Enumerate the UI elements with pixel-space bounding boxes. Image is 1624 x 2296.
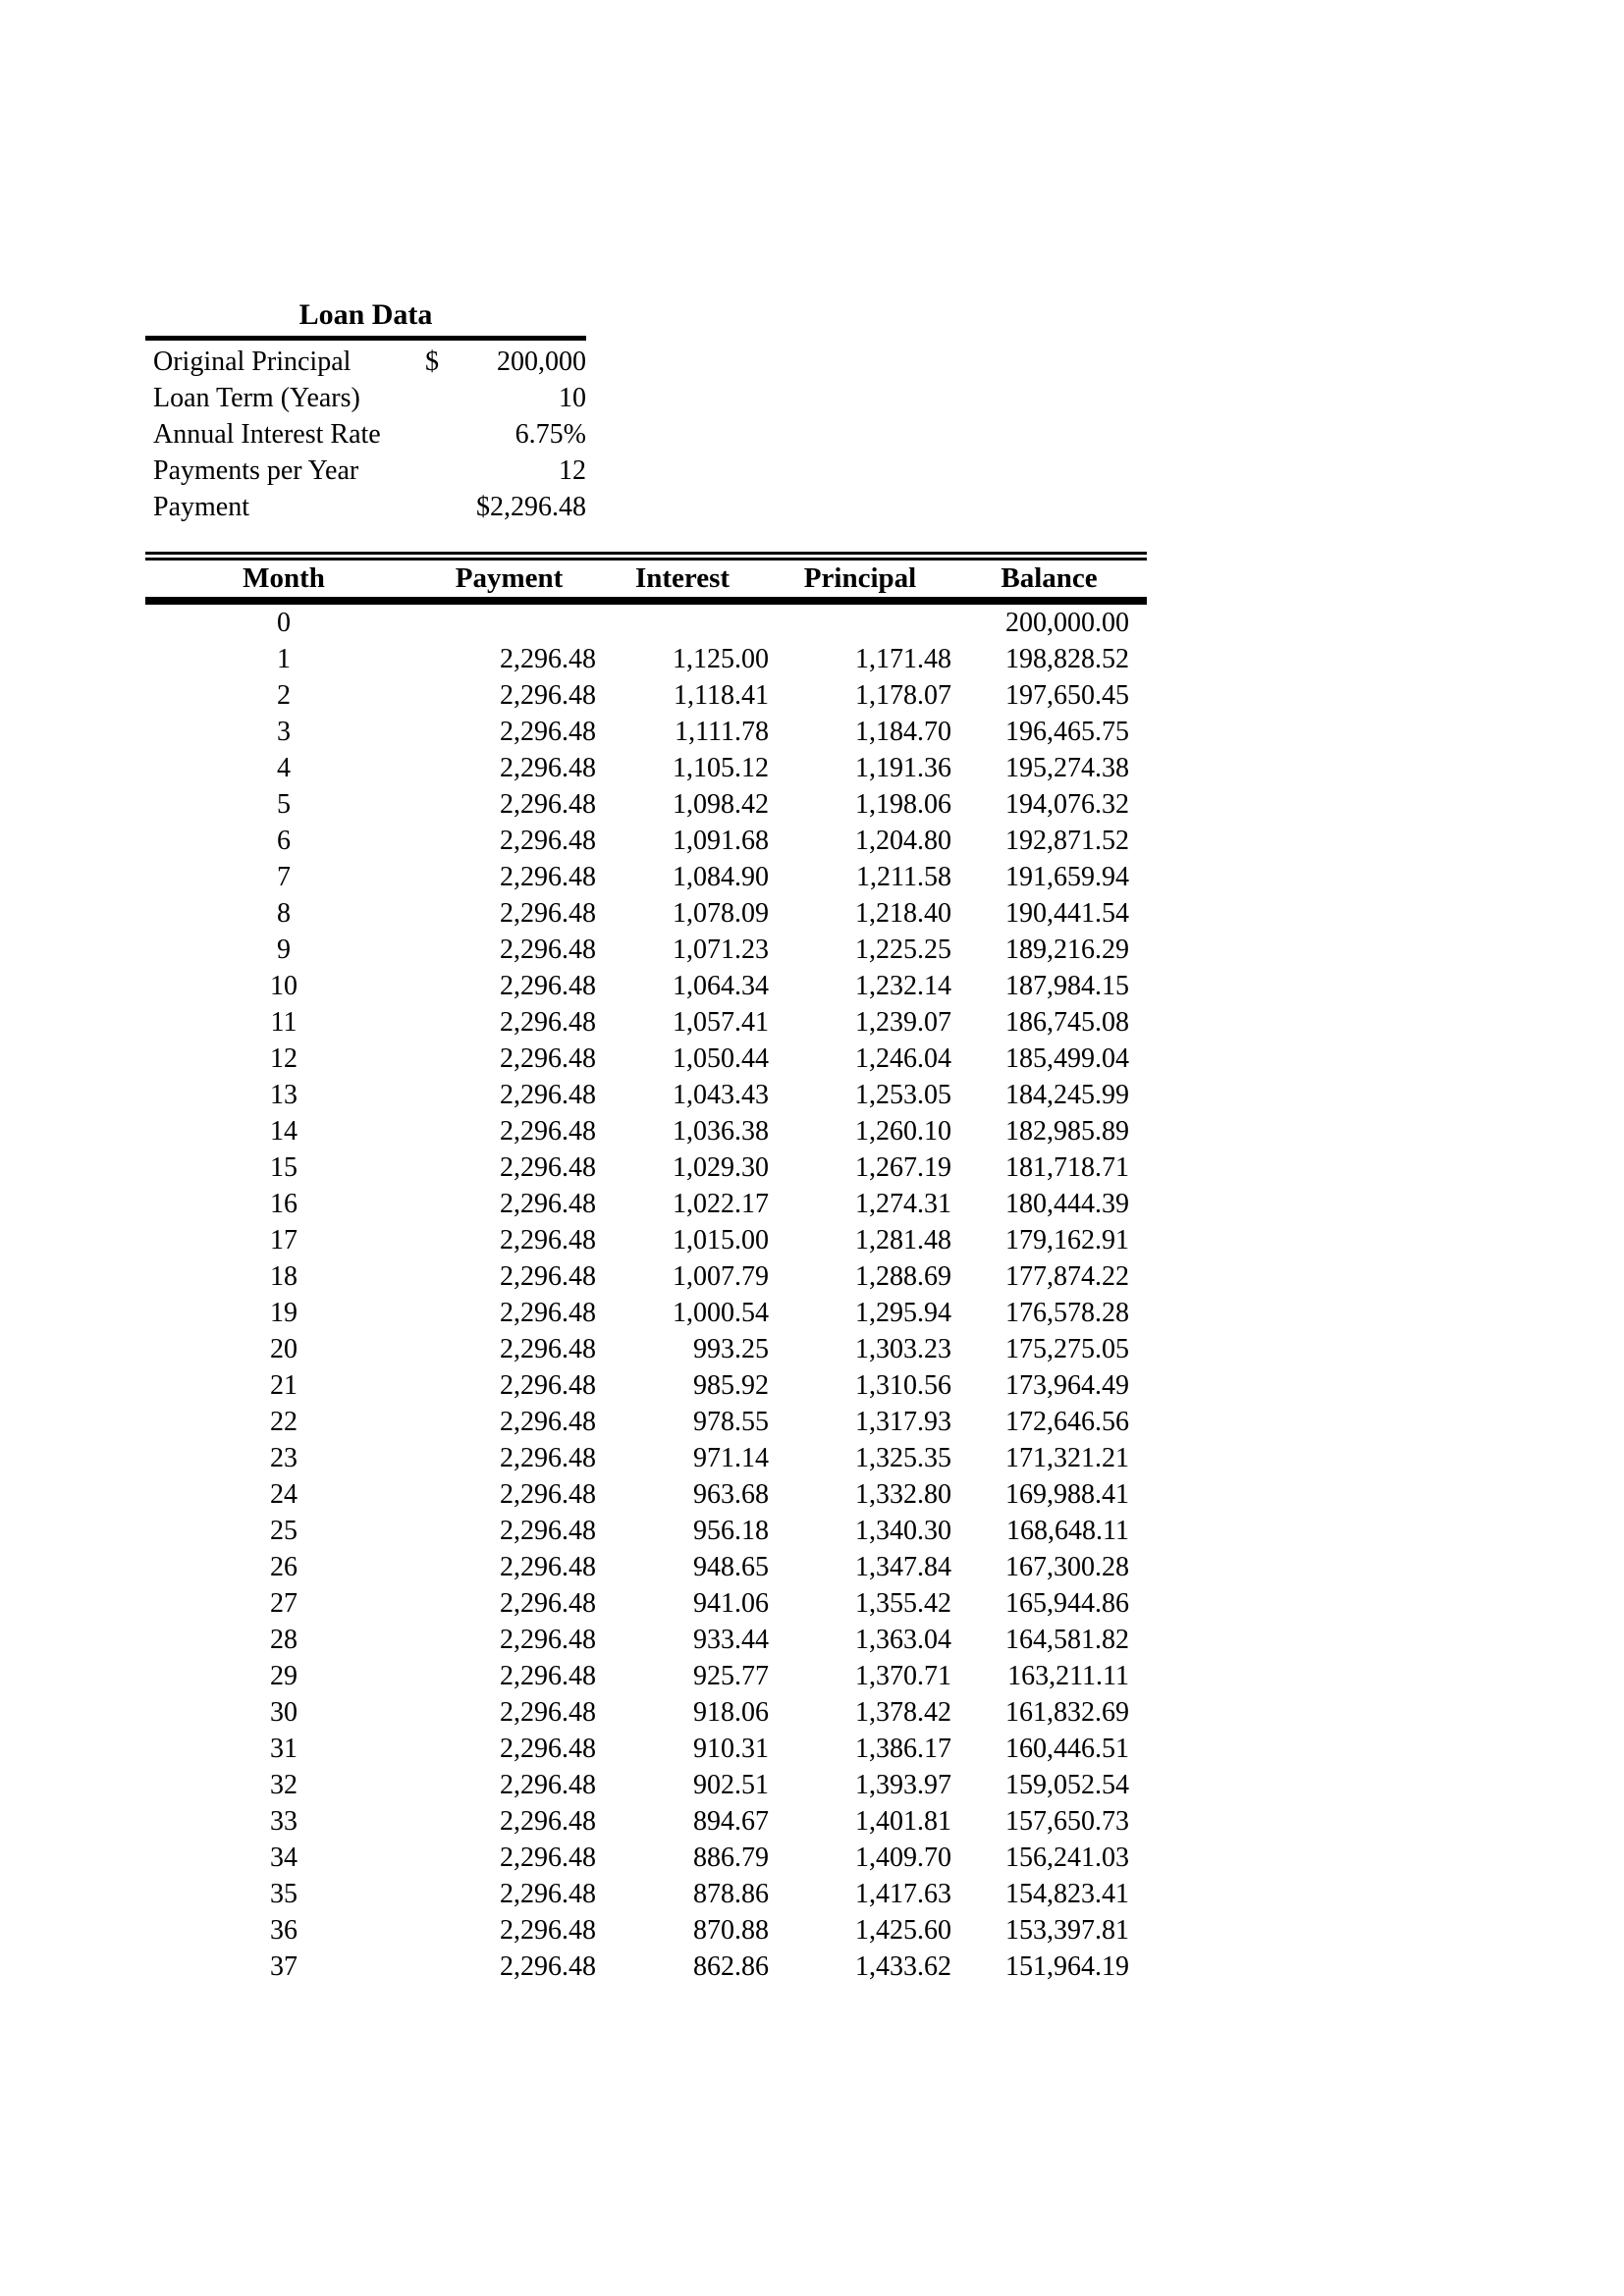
column-header-interest: Interest: [596, 557, 769, 602]
interest-cell: 941.06: [693, 1588, 769, 1619]
principal-cell: 1,378.42: [855, 1697, 951, 1728]
month-cell: 3: [277, 717, 291, 747]
interest-cell: 1,029.30: [673, 1152, 769, 1183]
currency-prefix: [425, 489, 469, 525]
balance-cell: 172,646.56: [1005, 1407, 1129, 1437]
principal-cell: 1,386.17: [855, 1734, 951, 1764]
amortization-table-body: [145, 601, 1147, 1985]
column-header-payment: Payment: [422, 557, 596, 602]
balance-cell: 182,985.89: [1005, 1116, 1129, 1147]
interest-cell: 963.68: [693, 1479, 769, 1510]
balance-cell: 165,944.86: [1005, 1588, 1129, 1619]
interest-cell: 910.31: [693, 1734, 769, 1764]
loan-data-row: [145, 453, 586, 489]
table-row: [145, 1694, 1147, 1731]
principal-cell: 1,218.40: [855, 898, 951, 929]
table-row: [145, 1258, 1147, 1295]
balance-cell: 192,871.52: [1005, 826, 1129, 856]
interest-cell: 1,118.41: [674, 680, 769, 711]
balance-cell: 195,274.38: [1005, 753, 1129, 783]
loan-data-rows: [145, 341, 586, 525]
interest-cell: 1,064.34: [673, 971, 769, 1001]
table-row: [145, 1767, 1147, 1803]
month-cell: 14: [270, 1116, 298, 1147]
month-cell: 35: [270, 1879, 298, 1909]
interest-cell: 1,036.38: [673, 1116, 769, 1147]
principal-cell: 1,340.30: [855, 1516, 951, 1546]
month-cell: 33: [270, 1806, 298, 1837]
loan-data-section: [145, 294, 586, 525]
payment-cell: 2,296.48: [500, 1552, 596, 1582]
interest-cell: 1,105.12: [673, 753, 769, 783]
interest-cell: 870.88: [693, 1915, 769, 1946]
month-cell: 16: [270, 1189, 298, 1219]
principal-cell: 1,239.07: [855, 1007, 951, 1038]
payment-cell: 2,296.48: [500, 1080, 596, 1110]
interest-cell: 1,022.17: [673, 1189, 769, 1219]
table-row: [145, 1004, 1147, 1041]
column-header-principal: Principal: [769, 557, 951, 602]
payment-cell: 2,296.48: [500, 971, 596, 1001]
table-row: [145, 677, 1147, 714]
table-row: [145, 786, 1147, 823]
currency-prefix: $: [425, 347, 439, 377]
payment-cell: 2,296.48: [500, 680, 596, 711]
balance-cell: 181,718.71: [1005, 1152, 1129, 1183]
month-cell: 27: [270, 1588, 298, 1619]
table-row: [145, 1404, 1147, 1440]
month-cell: 31: [270, 1734, 298, 1764]
month-cell: 26: [270, 1552, 298, 1582]
month-cell: 37: [270, 1951, 298, 1982]
balance-cell: 167,300.28: [1005, 1552, 1129, 1582]
table-row: [145, 823, 1147, 859]
interest-cell: 1,071.23: [673, 934, 769, 965]
table-row: [145, 750, 1147, 786]
month-cell: 13: [270, 1080, 298, 1110]
interest-cell: 902.51: [693, 1770, 769, 1800]
table-row: [145, 1876, 1147, 1912]
principal-cell: 1,417.63: [855, 1879, 951, 1909]
principal-cell: 1,310.56: [855, 1370, 951, 1401]
principal-cell: 1,409.70: [855, 1842, 951, 1873]
month-cell: 19: [270, 1298, 298, 1328]
principal-cell: 1,260.10: [855, 1116, 951, 1147]
payment-cell: [422, 601, 596, 641]
balance-cell: 179,162.91: [1005, 1225, 1129, 1255]
amortization-table: [145, 552, 1147, 1985]
loan-data-title: Loan Data: [145, 294, 586, 341]
principal-cell: 1,363.04: [855, 1625, 951, 1655]
table-row: [145, 1149, 1147, 1186]
balance-cell: 194,076.32: [1005, 789, 1129, 820]
interest-cell: 1,084.90: [673, 862, 769, 892]
table-row: [145, 1476, 1147, 1513]
loan-data-row: [145, 416, 586, 453]
balance-cell: 176,578.28: [1005, 1298, 1129, 1328]
principal-cell: 1,303.23: [855, 1334, 951, 1364]
principal-cell: 1,355.42: [855, 1588, 951, 1619]
payment-cell: 2,296.48: [500, 1734, 596, 1764]
balance-cell: 198,828.52: [1005, 644, 1129, 674]
month-cell: 34: [270, 1842, 298, 1873]
loan-data-value: 12: [559, 455, 586, 486]
balance-cell: 159,052.54: [1005, 1770, 1129, 1800]
loan-data-row: [145, 380, 586, 416]
principal-cell: 1,325.35: [855, 1443, 951, 1473]
payment-cell: 2,296.48: [500, 1770, 596, 1800]
table-row: [145, 1731, 1147, 1767]
principal-cell: 1,225.25: [855, 934, 951, 965]
principal-cell: 1,191.36: [855, 753, 951, 783]
balance-cell: 184,245.99: [1005, 1080, 1129, 1110]
payment-cell: 2,296.48: [500, 1152, 596, 1183]
principal-cell: 1,401.81: [855, 1806, 951, 1837]
loan-data-value: 200,000: [497, 347, 586, 377]
month-cell: 2: [277, 680, 291, 711]
principal-cell: 1,267.19: [855, 1152, 951, 1183]
principal-cell: 1,274.31: [855, 1189, 951, 1219]
interest-cell: 985.92: [693, 1370, 769, 1401]
table-row: [145, 1440, 1147, 1476]
balance-cell: 180,444.39: [1005, 1189, 1129, 1219]
balance-cell: 189,216.29: [1005, 934, 1129, 965]
principal-cell: 1,253.05: [855, 1080, 951, 1110]
principal-cell: 1,433.62: [855, 1951, 951, 1982]
loan-data-label: Loan Term (Years): [153, 383, 360, 413]
payment-cell: 2,296.48: [500, 826, 596, 856]
principal-cell: 1,281.48: [855, 1225, 951, 1255]
payment-cell: 2,296.48: [500, 1116, 596, 1147]
balance-cell: 160,446.51: [1005, 1734, 1129, 1764]
table-row: [145, 601, 1147, 641]
amortization-header-row: [145, 557, 1147, 602]
balance-cell: 185,499.04: [1005, 1043, 1129, 1074]
month-cell: 8: [277, 898, 291, 929]
balance-cell: 151,964.19: [1005, 1951, 1129, 1982]
balance-cell: 187,984.15: [1005, 971, 1129, 1001]
month-cell: 5: [277, 789, 291, 820]
principal-cell: 1,295.94: [855, 1298, 951, 1328]
month-cell: 21: [270, 1370, 298, 1401]
interest-cell: 956.18: [693, 1516, 769, 1546]
payment-cell: 2,296.48: [500, 862, 596, 892]
month-cell: 29: [270, 1661, 298, 1691]
balance-cell: 169,988.41: [1005, 1479, 1129, 1510]
table-row: [145, 1513, 1147, 1549]
table-row: [145, 932, 1147, 968]
interest-cell: 1,078.09: [673, 898, 769, 929]
principal-cell: 1,347.84: [855, 1552, 951, 1582]
balance-cell: 175,275.05: [1005, 1334, 1129, 1364]
principal-cell: 1,370.71: [855, 1661, 951, 1691]
month-cell: 11: [270, 1007, 298, 1038]
month-cell: 18: [270, 1261, 298, 1292]
balance-cell: 161,832.69: [1005, 1697, 1129, 1728]
table-row: [145, 1840, 1147, 1876]
balance-cell: 173,964.49: [1005, 1370, 1129, 1401]
table-row: [145, 1113, 1147, 1149]
principal-cell: 1,211.58: [856, 862, 951, 892]
principal-cell: [769, 601, 951, 641]
column-header-month: Month: [145, 557, 422, 602]
payment-cell: 2,296.48: [500, 753, 596, 783]
table-row: [145, 1331, 1147, 1367]
interest-cell: 933.44: [693, 1625, 769, 1655]
interest-cell: 1,043.43: [673, 1080, 769, 1110]
loan-data-label: Annual Interest Rate: [153, 419, 381, 450]
currency-prefix: [425, 416, 469, 453]
loan-data-value: 6.75%: [514, 419, 586, 450]
table-row: [145, 1658, 1147, 1694]
balance-cell: 168,648.11: [1006, 1516, 1129, 1546]
column-header-balance: Balance: [951, 557, 1147, 602]
interest-cell: 1,000.54: [673, 1298, 769, 1328]
month-cell: 32: [270, 1770, 298, 1800]
payment-cell: 2,296.48: [500, 1588, 596, 1619]
month-cell: 7: [277, 862, 291, 892]
payment-cell: 2,296.48: [500, 1370, 596, 1401]
payment-cell: 2,296.48: [500, 789, 596, 820]
payment-cell: 2,296.48: [500, 1661, 596, 1691]
loan-data-label: Payments per Year: [153, 455, 359, 486]
interest-cell: 971.14: [693, 1443, 769, 1473]
principal-cell: 1,332.80: [855, 1479, 951, 1510]
payment-cell: 2,296.48: [500, 1915, 596, 1946]
balance-cell: 163,211.11: [1007, 1661, 1129, 1691]
principal-cell: 1,425.60: [855, 1915, 951, 1946]
interest-cell: 948.65: [693, 1552, 769, 1582]
principal-cell: 1,232.14: [855, 971, 951, 1001]
month-cell: 12: [270, 1043, 298, 1074]
principal-cell: 1,393.97: [855, 1770, 951, 1800]
balance-cell: 154,823.41: [1005, 1879, 1129, 1909]
table-row: [145, 1222, 1147, 1258]
interest-cell: 1,125.00: [673, 644, 769, 674]
payment-cell: 2,296.48: [500, 1334, 596, 1364]
principal-cell: 1,204.80: [855, 826, 951, 856]
balance-cell: 153,397.81: [1005, 1915, 1129, 1946]
loan-data-label: Original Principal: [153, 347, 352, 377]
payment-cell: 2,296.48: [500, 717, 596, 747]
payment-cell: 2,296.48: [500, 1407, 596, 1437]
interest-cell: 1,050.44: [673, 1043, 769, 1074]
payment-cell: 2,296.48: [500, 1043, 596, 1074]
balance-cell: 157,650.73: [1005, 1806, 1129, 1837]
interest-cell: 1,015.00: [673, 1225, 769, 1255]
interest-cell: 1,111.78: [675, 717, 769, 747]
payment-cell: 2,296.48: [500, 644, 596, 674]
interest-cell: 993.25: [693, 1334, 769, 1364]
month-cell: 1: [277, 644, 291, 674]
payment-cell: 2,296.48: [500, 1516, 596, 1546]
month-cell: 28: [270, 1625, 298, 1655]
payment-cell: 2,296.48: [500, 1697, 596, 1728]
table-row: [145, 859, 1147, 895]
interest-cell: 894.67: [693, 1806, 769, 1837]
month-cell: 22: [270, 1407, 298, 1437]
month-cell: 30: [270, 1697, 298, 1728]
table-row: [145, 1803, 1147, 1840]
table-row: [145, 1912, 1147, 1949]
table-row: [145, 968, 1147, 1004]
payment-cell: 2,296.48: [500, 1298, 596, 1328]
principal-cell: 1,178.07: [855, 680, 951, 711]
interest-cell: 978.55: [693, 1407, 769, 1437]
payment-cell: 2,296.48: [500, 898, 596, 929]
principal-cell: 1,171.48: [855, 644, 951, 674]
table-row: [145, 1077, 1147, 1113]
loan-data-value: $2,296.48: [476, 492, 586, 522]
table-row: [145, 714, 1147, 750]
table-row: [145, 1622, 1147, 1658]
interest-cell: 886.79: [693, 1842, 769, 1873]
month-cell: 23: [270, 1443, 298, 1473]
payment-cell: 2,296.48: [500, 1879, 596, 1909]
interest-cell: 1,098.42: [673, 789, 769, 820]
month-cell: 25: [270, 1516, 298, 1546]
table-row: [145, 1041, 1147, 1077]
month-cell: 17: [270, 1225, 298, 1255]
month-cell: 20: [270, 1334, 298, 1364]
table-row: [145, 1186, 1147, 1222]
payment-cell: 2,296.48: [500, 1842, 596, 1873]
table-row: [145, 1949, 1147, 1985]
principal-cell: 1,317.93: [855, 1407, 951, 1437]
interest-cell: 918.06: [693, 1697, 769, 1728]
principal-cell: 1,198.06: [855, 789, 951, 820]
balance-cell: 191,659.94: [1005, 862, 1129, 892]
balance-cell: 190,441.54: [1005, 898, 1129, 929]
balance-cell: 156,241.03: [1005, 1842, 1129, 1873]
balance-cell: 164,581.82: [1005, 1625, 1129, 1655]
payment-cell: 2,296.48: [500, 934, 596, 965]
payment-cell: 2,296.48: [500, 1479, 596, 1510]
table-row: [145, 1585, 1147, 1622]
principal-cell: 1,288.69: [855, 1261, 951, 1292]
interest-cell: 862.86: [693, 1951, 769, 1982]
payment-cell: 2,296.48: [500, 1007, 596, 1038]
payment-cell: 2,296.48: [500, 1225, 596, 1255]
month-cell: 10: [270, 971, 298, 1001]
principal-cell: 1,184.70: [855, 717, 951, 747]
principal-cell: 1,246.04: [855, 1043, 951, 1074]
month-cell: 6: [277, 826, 291, 856]
payment-cell: 2,296.48: [500, 1443, 596, 1473]
loan-data-label: Payment: [153, 492, 249, 522]
currency-prefix: [425, 453, 469, 489]
loan-data-row: [145, 344, 586, 380]
amortization-section: [145, 552, 1147, 1985]
table-row: [145, 1549, 1147, 1585]
payment-cell: 2,296.48: [500, 1951, 596, 1982]
interest-cell: 878.86: [693, 1879, 769, 1909]
balance-cell: 197,650.45: [1005, 680, 1129, 711]
balance-cell: 186,745.08: [1005, 1007, 1129, 1038]
interest-cell: 1,091.68: [673, 826, 769, 856]
balance-cell: 196,465.75: [1005, 717, 1129, 747]
table-row: [145, 895, 1147, 932]
interest-cell: [596, 601, 769, 641]
balance-cell: 171,321.21: [1005, 1443, 1129, 1473]
month-cell: 0: [277, 608, 291, 638]
month-cell: 9: [277, 934, 291, 965]
month-cell: 15: [270, 1152, 298, 1183]
balance-cell: 177,874.22: [1005, 1261, 1129, 1292]
currency-prefix: [425, 380, 469, 416]
payment-cell: 2,296.48: [500, 1261, 596, 1292]
payment-cell: 2,296.48: [500, 1625, 596, 1655]
interest-cell: 925.77: [693, 1661, 769, 1691]
month-cell: 24: [270, 1479, 298, 1510]
table-row: [145, 641, 1147, 677]
table-row: [145, 1295, 1147, 1331]
interest-cell: 1,007.79: [673, 1261, 769, 1292]
loan-data-row: [145, 489, 586, 525]
loan-data-value: 10: [559, 383, 586, 413]
payment-cell: 2,296.48: [500, 1806, 596, 1837]
month-cell: 4: [277, 753, 291, 783]
payment-cell: 2,296.48: [500, 1189, 596, 1219]
table-row: [145, 1367, 1147, 1404]
balance-cell: 200,000.00: [1005, 608, 1129, 638]
interest-cell: 1,057.41: [673, 1007, 769, 1038]
month-cell: 36: [270, 1915, 298, 1946]
